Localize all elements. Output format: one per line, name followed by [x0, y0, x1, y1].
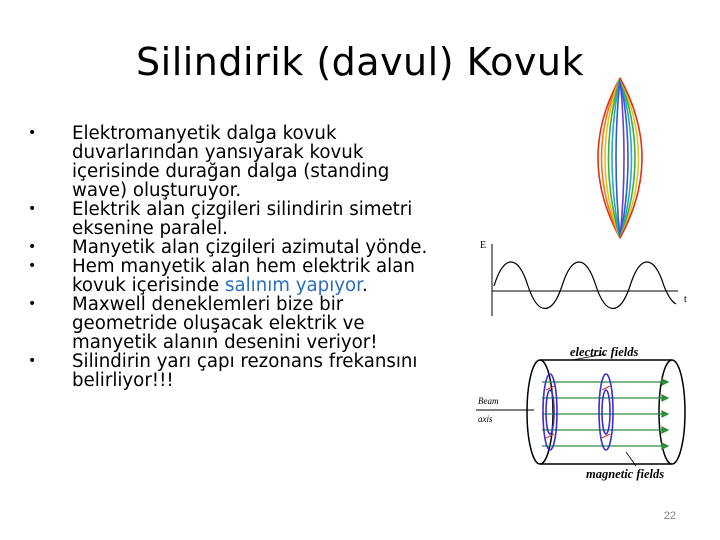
bullet-dot-icon: •	[28, 239, 37, 255]
bullet-dot-icon: •	[28, 258, 37, 274]
bullet-dot-icon: •	[28, 125, 37, 141]
bullet-dot-icon: •	[28, 296, 37, 312]
cylinder-cavity-figure	[476, 342, 700, 486]
beam-axis-label: axis	[478, 414, 493, 424]
sine-wave-curve	[494, 262, 676, 309]
wave-axis-t-label: t	[684, 294, 687, 305]
bullet-item: • Maxwell deneklemleri bize bir geometride oluşacak elektrik ve manyetik alanın desenini veriyor!	[28, 294, 378, 353]
sine-wave-figure	[478, 236, 712, 320]
standing-wave-modes-figure	[572, 74, 668, 242]
beam-axis-label: Beam	[478, 396, 499, 406]
wave-axis-e-label: E	[480, 240, 487, 251]
bullet-list	[28, 124, 428, 390]
electric-field-arrows	[542, 379, 668, 449]
page-number: 22	[663, 510, 676, 522]
bullet-dot-icon: •	[28, 201, 37, 217]
magnetic-fields-label: magnetic fields	[586, 467, 665, 481]
bullet-item: • Silindirin yarı çapı rezonans frekansını belirliyor!!!	[28, 351, 418, 391]
bullet-dot-icon: •	[28, 353, 37, 369]
magnetic-field-loops	[543, 374, 613, 450]
electric-fields-label: electric fields	[570, 345, 639, 359]
cylinder-left-cap	[527, 360, 553, 464]
highlighted-text: salınım yapıyor	[224, 275, 362, 296]
bullet-item: • Manyetik alan çizgileri azimutal yönde.	[28, 237, 428, 258]
slide-title: Silindirik (davul) Kovuk	[136, 40, 584, 84]
bullet-item: • Hem manyetik alan hem elektrik alan kovuk içerisinde salınım yapıyor.	[28, 256, 415, 296]
bullet-item: • Elektromanyetik dalga kovuk duvarlarından yansıyarak kovuk içerisinde durağan dalga (standing wave) oluşturuyor.	[28, 123, 390, 201]
bullet-item: • Elektrik alan çizgileri silindirin simetri eksenine paralel.	[28, 199, 413, 239]
